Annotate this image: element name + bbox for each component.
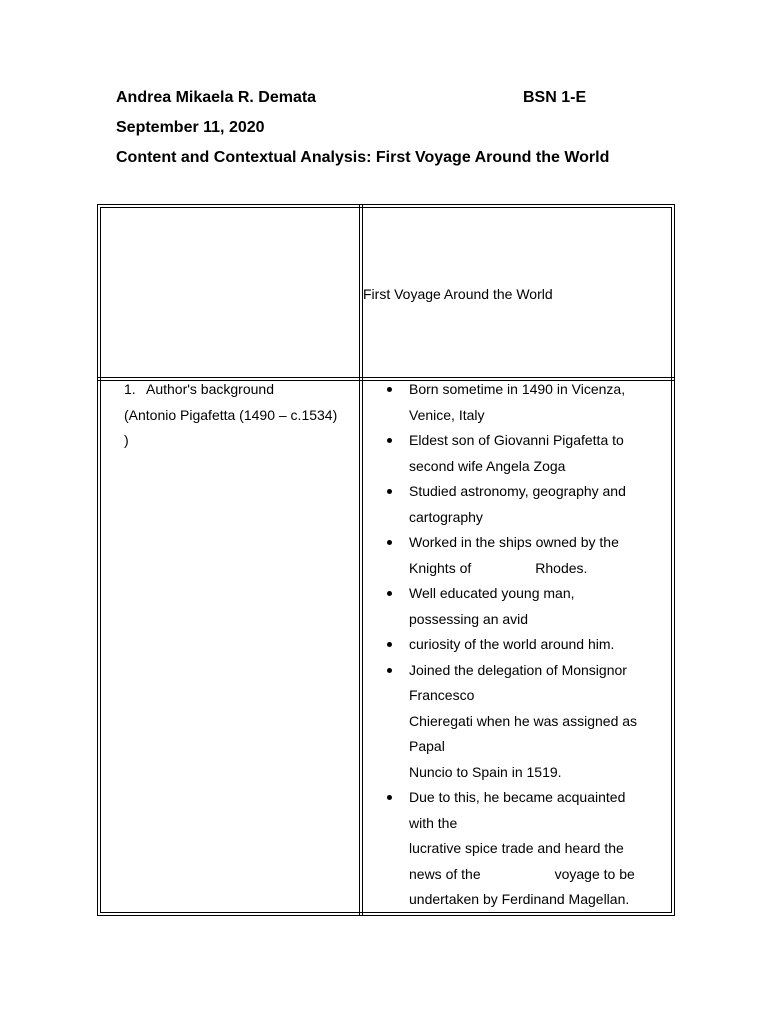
column-divider (362, 205, 363, 915)
bullet-icon (387, 668, 392, 673)
list-item (386, 377, 668, 428)
column-divider (359, 205, 360, 915)
list-item-line: Due to this, he became acquainted (409, 789, 626, 805)
list-item (386, 785, 668, 913)
list-item-line: second wife Angela Zoga (409, 457, 566, 474)
bullet-icon (387, 540, 392, 545)
list-item-fragment: news of the (409, 865, 481, 882)
item-detail: (Antonio Pigafetta (1490 – c.1534) (124, 406, 338, 423)
course-section: BSN 1-E (523, 89, 587, 106)
bullet-icon (387, 438, 392, 443)
author-background-list (386, 377, 668, 913)
item-number: 1. (124, 381, 136, 397)
list-item-line: Joined the delegation of Monsignor (409, 661, 627, 678)
list-item (386, 632, 668, 658)
list-item-line (409, 556, 668, 582)
column-header: First Voyage Around the World (363, 286, 553, 302)
list-item-line: Studied astronomy, geography and (409, 483, 626, 499)
list-item-line: Nuncio to Spain in 1519. (409, 763, 562, 780)
list-item-fragment: voyage to be (554, 865, 635, 882)
list-item-line: Chieregati when he was assigned as (409, 712, 638, 729)
list-item (386, 658, 668, 786)
document-title: Content and Contextual Analysis: First Voyage Around the World (116, 149, 610, 166)
bullet-icon (387, 387, 392, 392)
list-item (386, 479, 668, 530)
list-item-line: Born sometime in 1490 in Vicenza, (409, 381, 626, 397)
bullet-icon (387, 591, 392, 596)
list-item-line: possessing an avid (409, 610, 529, 627)
list-item-fragment: Rhodes. (535, 559, 588, 576)
item-label: Author's background (146, 381, 274, 397)
list-item-fragment: Knights of (409, 559, 472, 576)
list-item-line: undertaken by Ferdinand Magellan. (409, 891, 630, 907)
row-label-cell (124, 377, 360, 454)
bullet-icon (387, 642, 392, 647)
list-item-line: Papal (409, 738, 445, 754)
list-item-line: Venice, Italy (409, 406, 485, 423)
document-date: September 11, 2020 (116, 119, 265, 136)
list-item (386, 581, 668, 632)
item-detail-close: ) (124, 432, 129, 448)
list-item-line (409, 862, 668, 888)
bullet-icon (387, 795, 392, 800)
bullet-icon (387, 489, 392, 494)
row-item-title (124, 377, 360, 403)
list-item (386, 428, 668, 479)
list-item-line: with the (409, 814, 458, 831)
list-item-line: lucrative spice trade and heard the (409, 840, 624, 856)
list-item-line: Well educated young man, (409, 585, 575, 601)
list-item-line: Francesco (409, 687, 475, 703)
list-item (386, 530, 668, 581)
list-item-line: cartography (409, 508, 483, 525)
list-item-line: Worked in the ships owned by the (409, 534, 619, 550)
list-item-line: Eldest son of Giovanni Pigafetta to (409, 432, 624, 448)
author-name: Andrea Mikaela R. Demata (116, 89, 317, 106)
list-item-line: curiosity of the world around him. (409, 636, 615, 652)
